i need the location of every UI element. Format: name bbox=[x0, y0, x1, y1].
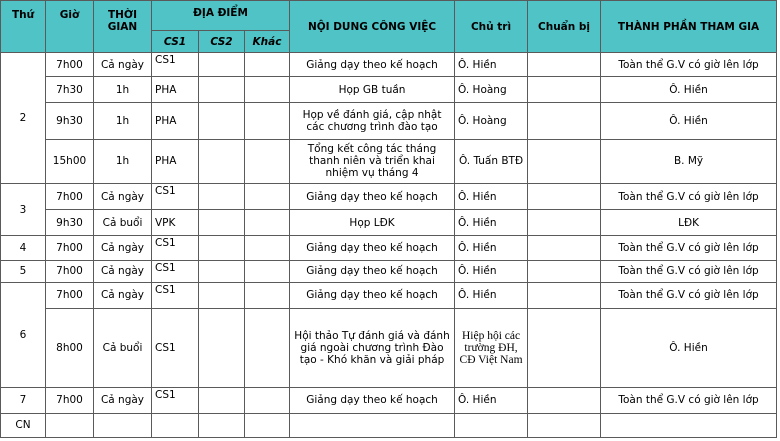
cell-gio: 7h00 bbox=[46, 236, 94, 260]
cell-cs2 bbox=[199, 236, 245, 260]
cell-thanh-phan: LĐK bbox=[601, 210, 777, 236]
cell-chu-tri: Ô. Hiền bbox=[455, 184, 528, 210]
table-row bbox=[1, 139, 777, 183]
cell-chuan-bi bbox=[528, 103, 601, 139]
cell-gio: 8h00 bbox=[46, 308, 94, 387]
header-row bbox=[1, 1, 777, 31]
header-dia-diem: ĐỊA ĐIỂM bbox=[152, 1, 290, 31]
cell-chu-tri: Ô. Hiền bbox=[455, 210, 528, 236]
table-row bbox=[1, 103, 777, 139]
cell-noi-dung: Giảng dạy theo kế hoạch bbox=[290, 184, 455, 210]
cell-chuan-bi bbox=[528, 236, 601, 260]
cell-gio: 7h00 bbox=[46, 387, 94, 413]
cell-thanh-phan: Toàn thể G.V có giờ lên lớp bbox=[601, 387, 777, 413]
cell-thoi-gian: Cả ngày bbox=[94, 53, 152, 77]
cell-thanh-phan: Toàn thể G.V có giờ lên lớp bbox=[601, 53, 777, 77]
cell-chuan-bi bbox=[528, 210, 601, 236]
cell-thanh-phan: Toàn thể G.V có giờ lên lớp bbox=[601, 282, 777, 308]
cell-thoi-gian: 1h bbox=[94, 103, 152, 139]
cell-khac bbox=[245, 184, 290, 210]
cell-cs2 bbox=[199, 413, 245, 437]
table-row bbox=[1, 210, 777, 236]
cell-khac bbox=[245, 413, 290, 437]
cell-thu: 5 bbox=[1, 260, 46, 282]
cell-khac bbox=[245, 77, 290, 103]
cell-cs1: VPK bbox=[152, 210, 199, 236]
cell-cs2 bbox=[199, 260, 245, 282]
header-gio: Giờ bbox=[46, 1, 94, 53]
cell-thu: 6 bbox=[1, 282, 46, 387]
cell-thoi-gian: Cả ngày bbox=[94, 236, 152, 260]
table-row bbox=[1, 387, 777, 413]
cell-khac bbox=[245, 260, 290, 282]
cell-cs2 bbox=[199, 184, 245, 210]
cell-thu: 3 bbox=[1, 184, 46, 236]
cell-cs1 bbox=[152, 413, 199, 437]
cell-cs1: PHA bbox=[152, 103, 199, 139]
cell-khac bbox=[245, 282, 290, 308]
cell-chuan-bi bbox=[528, 53, 601, 77]
cell-thu: CN bbox=[1, 413, 46, 437]
table-row bbox=[1, 413, 777, 437]
cell-chu-tri: Hiệp hội các trường ĐH, CĐ Việt Nam bbox=[455, 308, 528, 387]
cell-chu-tri: Ô. Hoàng bbox=[455, 77, 528, 103]
header-chuan-bi: Chuẩn bị bbox=[528, 1, 601, 53]
cell-noi-dung bbox=[290, 413, 455, 437]
cell-cs1: CS1 bbox=[152, 236, 199, 260]
cell-noi-dung: Giảng dạy theo kế hoạch bbox=[290, 53, 455, 77]
cell-cs2 bbox=[199, 139, 245, 183]
cell-thanh-phan: Ô. Hiền bbox=[601, 308, 777, 387]
cell-noi-dung: Họp GB tuần bbox=[290, 77, 455, 103]
cell-noi-dung: Giảng dạy theo kế hoạch bbox=[290, 260, 455, 282]
cell-thoi-gian: Cả ngày bbox=[94, 184, 152, 210]
cell-chuan-bi bbox=[528, 282, 601, 308]
header-cs1: CS1 bbox=[152, 31, 199, 53]
cell-noi-dung: Hội thảo Tự đánh giá và đánh giá ngoài chương trình Đào tạo - Khó khăn và giải pháp bbox=[290, 308, 455, 387]
table-row bbox=[1, 282, 777, 308]
cell-gio bbox=[46, 413, 94, 437]
cell-cs1: CS1 bbox=[152, 387, 199, 413]
cell-thoi-gian: Cả buổi bbox=[94, 210, 152, 236]
cell-khac bbox=[245, 387, 290, 413]
cell-cs1: CS1 bbox=[152, 53, 199, 77]
cell-thanh-phan bbox=[601, 413, 777, 437]
cell-cs2 bbox=[199, 308, 245, 387]
cell-cs2 bbox=[199, 210, 245, 236]
cell-thanh-phan: Ô. Hiền bbox=[601, 77, 777, 103]
cell-thanh-phan: Ô. Hiền bbox=[601, 103, 777, 139]
cell-chuan-bi bbox=[528, 77, 601, 103]
cell-chuan-bi bbox=[528, 413, 601, 437]
header-khac: Khác bbox=[245, 31, 290, 53]
cell-thu: 4 bbox=[1, 236, 46, 260]
cell-khac bbox=[245, 53, 290, 77]
table-row bbox=[1, 308, 777, 387]
cell-cs1: PHA bbox=[152, 77, 199, 103]
table-row bbox=[1, 77, 777, 103]
header-thanh-phan: THÀNH PHẦN THAM GIA bbox=[601, 1, 777, 53]
cell-khac bbox=[245, 103, 290, 139]
cell-gio: 9h30 bbox=[46, 103, 94, 139]
cell-cs1: PHA bbox=[152, 139, 199, 183]
cell-thu: 7 bbox=[1, 387, 46, 413]
cell-cs2 bbox=[199, 103, 245, 139]
cell-chu-tri: Ô. Hiền bbox=[455, 53, 528, 77]
cell-noi-dung: Họp LĐK bbox=[290, 210, 455, 236]
cell-noi-dung: Giảng dạy theo kế hoạch bbox=[290, 236, 455, 260]
table-row bbox=[1, 236, 777, 260]
cell-chuan-bi bbox=[528, 387, 601, 413]
cell-thoi-gian: 1h bbox=[94, 77, 152, 103]
cell-chuan-bi bbox=[528, 139, 601, 183]
cell-thoi-gian: Cả ngày bbox=[94, 260, 152, 282]
cell-noi-dung: Tổng kết công tác tháng thanh niên và triển khai nhiệm vụ tháng 4 bbox=[290, 139, 455, 183]
cell-cs1: CS1 bbox=[152, 260, 199, 282]
header-cs2: CS2 bbox=[199, 31, 245, 53]
cell-gio: 7h00 bbox=[46, 260, 94, 282]
cell-thanh-phan: Toàn thể G.V có giờ lên lớp bbox=[601, 184, 777, 210]
cell-cs2 bbox=[199, 77, 245, 103]
cell-cs1: CS1 bbox=[152, 308, 199, 387]
cell-gio: 9h30 bbox=[46, 210, 94, 236]
header-noi-dung: NỘI DUNG CÔNG VIỆC bbox=[290, 1, 455, 53]
header-thoi-gian: THỜI GIAN bbox=[94, 1, 152, 53]
cell-gio: 7h00 bbox=[46, 282, 94, 308]
cell-chu-tri: Ô. Hoàng bbox=[455, 103, 528, 139]
cell-thoi-gian: Cả ngày bbox=[94, 387, 152, 413]
cell-gio: 7h00 bbox=[46, 184, 94, 210]
cell-gio: 7h30 bbox=[46, 77, 94, 103]
cell-gio: 7h00 bbox=[46, 53, 94, 77]
table-row bbox=[1, 53, 777, 77]
cell-chu-tri: Ô. Tuấn BTĐ bbox=[455, 139, 528, 183]
cell-khac bbox=[245, 210, 290, 236]
cell-noi-dung: Họp về đánh giá, cập nhật các chương trình đào tạo bbox=[290, 103, 455, 139]
cell-thanh-phan: B. Mỹ bbox=[601, 139, 777, 183]
cell-cs1: CS1 bbox=[152, 282, 199, 308]
header-thu: Thứ bbox=[1, 1, 46, 53]
cell-thu: 2 bbox=[1, 53, 46, 184]
cell-noi-dung: Giảng dạy theo kế hoạch bbox=[290, 387, 455, 413]
cell-chu-tri: Ô. Hiền bbox=[455, 282, 528, 308]
cell-chu-tri bbox=[455, 413, 528, 437]
cell-thoi-gian: 1h bbox=[94, 139, 152, 183]
table-row bbox=[1, 184, 777, 210]
table-row bbox=[1, 260, 777, 282]
cell-cs2 bbox=[199, 387, 245, 413]
cell-khac bbox=[245, 308, 290, 387]
cell-chuan-bi bbox=[528, 184, 601, 210]
cell-chuan-bi bbox=[528, 260, 601, 282]
cell-chu-tri: Ô. Hiền bbox=[455, 387, 528, 413]
cell-chu-tri: Ô. Hiền bbox=[455, 236, 528, 260]
cell-chuan-bi bbox=[528, 308, 601, 387]
cell-thoi-gian: Cả buổi bbox=[94, 308, 152, 387]
cell-chu-tri: Ô. Hiền bbox=[455, 260, 528, 282]
cell-khac bbox=[245, 139, 290, 183]
cell-noi-dung: Giảng dạy theo kế hoạch bbox=[290, 282, 455, 308]
cell-thanh-phan: Toàn thể G.V có giờ lên lớp bbox=[601, 236, 777, 260]
cell-thoi-gian bbox=[94, 413, 152, 437]
cell-cs1: CS1 bbox=[152, 184, 199, 210]
cell-thoi-gian: Cả ngày bbox=[94, 282, 152, 308]
cell-thanh-phan: Toàn thể G.V có giờ lên lớp bbox=[601, 260, 777, 282]
header-chu-tri: Chủ trì bbox=[455, 1, 528, 53]
cell-khac bbox=[245, 236, 290, 260]
cell-cs2 bbox=[199, 53, 245, 77]
cell-gio: 15h00 bbox=[46, 139, 94, 183]
cell-cs2 bbox=[199, 282, 245, 308]
